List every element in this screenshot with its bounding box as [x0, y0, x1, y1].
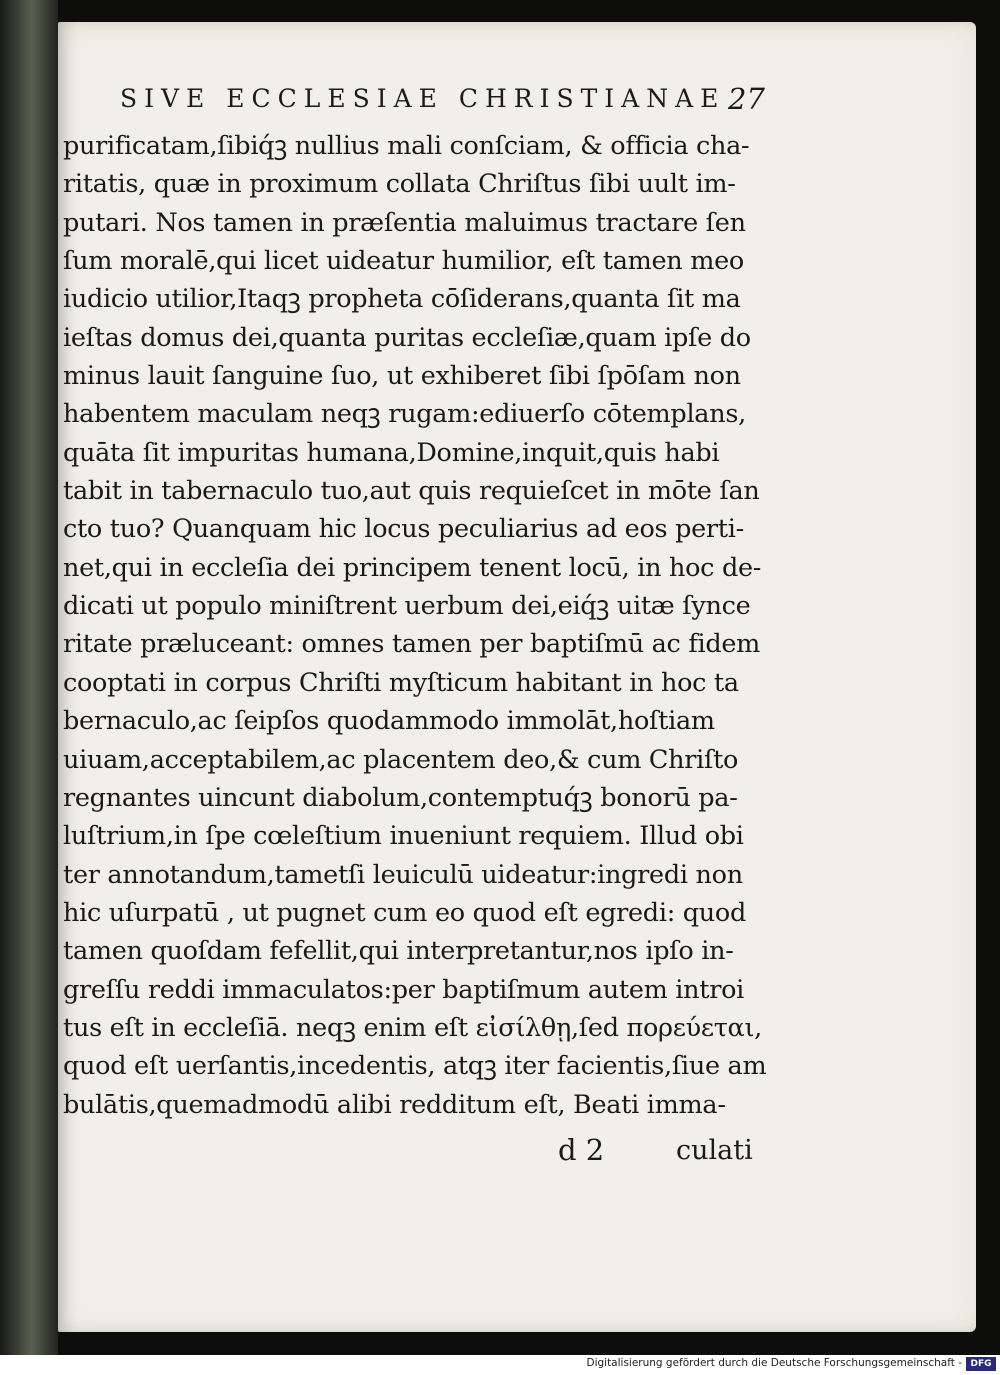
dfg-logo: DFG: [966, 1357, 996, 1371]
text-line: habentem maculam neqꝫ rugam:ediuerſo cōtemplans,: [63, 399, 746, 430]
text-line: ſum moralē,qui licet uideatur humilior, eſt tamen meo: [63, 246, 744, 277]
text-line: regnantes uincunt diabolum,contemptuq́ꝫ bonorū pa-: [63, 782, 738, 813]
text-line: quod eſt uerſantis,incedentis, atqꝫ iter facientis,ſiue am: [63, 1051, 767, 1082]
catchword: culati: [676, 1135, 753, 1166]
text-line: ritatis, quæ in proximum collata Chriſtus ſibi uult im-: [63, 169, 736, 200]
funding-credit: Digitalisierung gefördert durch die Deutsche Forschungsgemeinschaft -: [586, 1357, 962, 1369]
text-line: purificatam,ſibiq́ꝫ nullius mali conſciam, & officia cha-: [63, 131, 750, 161]
page-number: 27: [728, 82, 765, 116]
text-line: greſſu reddi immaculatos:per baptiſmum autem introi: [63, 974, 745, 1005]
text-line: ritate præluceant: omnes tamen per baptiſmū ac fidem: [63, 629, 761, 660]
signature-mark: d 2: [558, 1133, 605, 1167]
text-line: bulātis,quemadmodū alibi redditum eſt, Beati imma-: [63, 1089, 726, 1120]
text-line: cto tuo? Quanquam hic locus peculiarius ad eos perti-: [63, 514, 744, 545]
text-line: ter annotandum,tametſi leuiculū uideatur:ingredi non: [63, 859, 743, 890]
text-line: tabit in tabernaculo tuo,aut quis requieſcet in mōte ſan: [63, 476, 760, 507]
text-line: tamen quoſdam fefellit,qui interpretantur,nos ipſo in-: [63, 936, 734, 967]
text-line: uiuam,acceptabilem,ac placentem deo,& cum Chriſto: [63, 744, 739, 775]
text-line: net,qui in eccleſia dei principem tenent locū, in hoc de-: [63, 552, 762, 583]
text-line: tus eſt in eccleſiā. neqꝫ enim eſt εἰσίλθῃ,ſed πορεύεται,: [63, 1012, 762, 1043]
text-line: luſtrium,in ſpe cœleſtium inueniunt requiem. Illud obi: [63, 821, 744, 852]
text-line: bernaculo,ac ſeipſos quodammodo immolāt,hoſtiam: [63, 706, 715, 737]
text-line: quāta ſit impuritas humana,Domine,inquit,quis habi: [63, 437, 720, 468]
text-line: hic uſurpatū , ut pugnet cum eo quod eſt egredi: quod: [63, 897, 747, 928]
text-line: minus lauit ſanguine ſuo, ut exhiberet ſibi ſpōſam non: [63, 361, 741, 392]
text-line: putari. Nos tamen in præſentia maluimus tractare ſen: [63, 207, 746, 238]
running-head: SIVE ECCLESIAE CHRISTIANAE: [120, 84, 726, 113]
text-line: ieſtas domus dei,quanta puritas eccleſiæ,quam ipſe do: [63, 322, 751, 353]
text-line: iudicio utilior,Itaqꝫ propheta cōſiderans,quanta ſit ma: [63, 284, 741, 315]
book-spine-edge: [0, 0, 58, 1355]
text-line: cooptati in corpus Chriſti myſticum habitant in hoc ta: [63, 667, 739, 698]
text-block: [63, 127, 775, 1124]
text-line: dicati ut populo miniſtrent uerbum dei,eiq́ꝫ uitæ ſynce: [63, 591, 751, 622]
